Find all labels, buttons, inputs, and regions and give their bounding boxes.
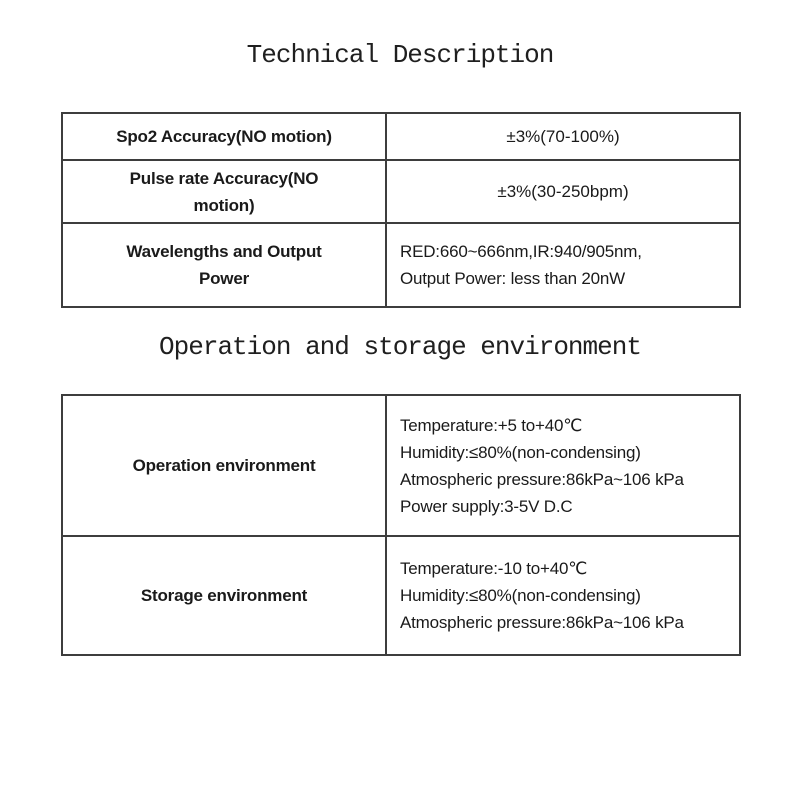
wavelengths-value-line: RED:660~666nm,IR:940/905nm, bbox=[400, 242, 642, 261]
table-row-pulse-rate-accuracy bbox=[62, 160, 740, 223]
storage-environment-label: Storage environment bbox=[62, 536, 386, 655]
operation-humidity-line: Humidity:≤80%(non-condensing) bbox=[400, 442, 641, 462]
pulse-rate-accuracy-value: ±3%(30-250bpm) bbox=[386, 160, 740, 223]
output-power-value-line: Output Power: less than 20nW bbox=[400, 269, 625, 288]
storage-temperature-line: Temperature:-10 to+40℃ bbox=[400, 559, 588, 578]
operation-power-supply-line: Power supply:3-5V D.C bbox=[400, 496, 573, 516]
technical-description-heading: Technical Description bbox=[246, 40, 554, 70]
wavelengths-output-power-value bbox=[386, 223, 740, 307]
operation-environment-label: Operation environment bbox=[62, 395, 386, 536]
spo2-accuracy-label: Spo2 Accuracy(NO motion) bbox=[62, 113, 386, 160]
storage-environment-value bbox=[386, 536, 740, 655]
table-row-wavelengths-output-power bbox=[62, 223, 740, 307]
table-row-spo2-accuracy bbox=[62, 113, 740, 160]
environment-table bbox=[61, 394, 741, 656]
table-row-operation-environment bbox=[62, 395, 740, 536]
pulse-rate-accuracy-label: Pulse rate Accuracy(NO motion) bbox=[62, 160, 386, 223]
operation-storage-environment-heading: Operation and storage environment bbox=[159, 332, 641, 362]
spo2-accuracy-value: ±3%(70-100%) bbox=[386, 113, 740, 160]
storage-humidity-line: Humidity:≤80%(non-condensing) bbox=[400, 586, 641, 605]
technical-description-table bbox=[61, 112, 741, 308]
operation-pressure-line: Atmospheric pressure:86kPa~106 kPa bbox=[400, 469, 684, 489]
wavelengths-output-power-label: Wavelengths and Output Power bbox=[62, 223, 386, 307]
table-row-storage-environment bbox=[62, 536, 740, 655]
storage-pressure-line: Atmospheric pressure:86kPa~106 kPa bbox=[400, 613, 684, 632]
operation-environment-value bbox=[386, 395, 740, 536]
operation-temperature-line: Temperature:+5 to+40℃ bbox=[400, 415, 583, 435]
